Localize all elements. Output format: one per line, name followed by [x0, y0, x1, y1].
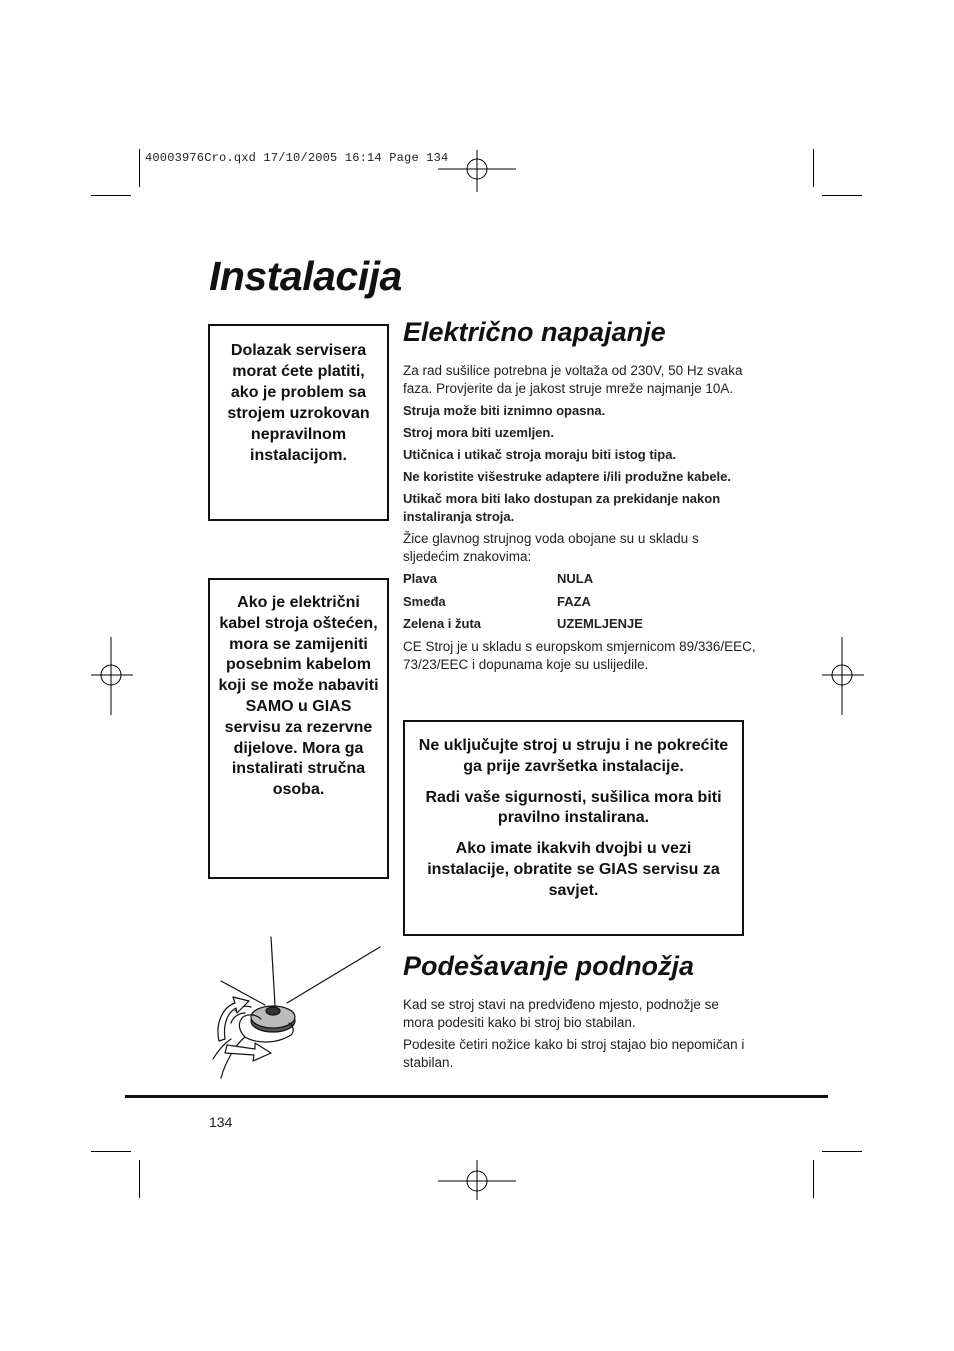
electric-heading: Električno napajanje [403, 317, 666, 347]
feet-text-2: Podesite četiri nožice kako bi stroj stajao bio nepomičan i stabilan. [403, 1037, 745, 1070]
warning-plug-access: Utikač mora biti lako dostupan za prekidanje nakon instaliranja stroja. [403, 491, 721, 524]
page-title: Instalacija [209, 253, 402, 299]
service-notice-text: Dolazak servisera morat ćete platiti, ako je problem sa strojem uzrokovan nepravilnom instalacijom. [227, 342, 370, 464]
wire-color: Plava [403, 571, 437, 586]
registration-mark-left [91, 637, 133, 715]
service-notice-box [208, 324, 389, 521]
page-number: 134 [209, 1114, 233, 1130]
feet-section [403, 996, 748, 1072]
warning-ground: Stroj mora biti uzemljen. [403, 425, 554, 440]
feet-text-1: Kad se stroj stavi na predviđeno mjesto, podnožje se mora podesiti kako bi stroj bio stabilan. [403, 997, 719, 1030]
slug-line: 40003976Cro.qxd 17/10/2005 16:14 Page 134 [145, 151, 449, 165]
feet-heading: Podešavanje podnožja [403, 951, 695, 981]
warning-socket: Utičnica i utikač stroja moraju biti istog tipa. [403, 447, 677, 462]
wire-color: Zelena i žuta [403, 616, 482, 631]
wire-role: UZEMLJENJE [557, 616, 643, 631]
table-row [403, 570, 643, 593]
wires-intro: Žice glavnog strujnog voda obojane su u skladu s sljedećim znakovima: [403, 531, 699, 564]
warning-adapters: Ne koristite višestruke adaptere i/ili produžne kabele. [403, 469, 732, 484]
wire-table [403, 570, 643, 638]
registration-mark-right [822, 637, 864, 715]
cable-notice-text: Ako je električni kabel stroja oštećen, mora se zamijeniti posebnim kabelom koji se može nabaviti SAMO u GIAS servisu za rezervne dijelove. Mora ga instalirati stručna osoba. [218, 594, 379, 799]
ce-note: CE Stroj je u skladu s europskom smjernicom 89/336/EEC, 73/23/EEC i dopunama koje su uslijedile. [403, 638, 756, 672]
foot-adjustment-illustration [205, 933, 385, 1088]
electric-intro: Za rad sušilice potrebna je voltaža od 230V, 50 Hz svaka faza. Provjerite da je jakost struje mreže najmanje 10A. [403, 363, 743, 396]
table-row [403, 615, 643, 638]
registration-mark-bottom [438, 1160, 516, 1200]
electric-section [403, 362, 756, 674]
safety-box [403, 720, 744, 936]
safety-text-3: Ako imate ikakvih dvojbi u vezi instalacije, obratite se GIAS servisu za savjet. [427, 840, 720, 899]
cable-notice-box [208, 578, 389, 879]
wire-role: FAZA [557, 593, 591, 609]
safety-text-1: Ne uključujte stroj u struju i ne pokrećite ga prije završetka instalacije. [418, 737, 729, 775]
table-row [403, 593, 643, 616]
safety-text-2: Radi vaše sigurnosti, sušilica mora biti pravilno instalirana. [425, 788, 722, 827]
footer-rule [125, 1095, 828, 1098]
registration-mark-top [438, 150, 516, 192]
wire-color: Smeđa [403, 593, 446, 609]
warning-danger: Struja može biti iznimno opasna. [403, 403, 606, 418]
wire-role: NULA [557, 571, 594, 586]
